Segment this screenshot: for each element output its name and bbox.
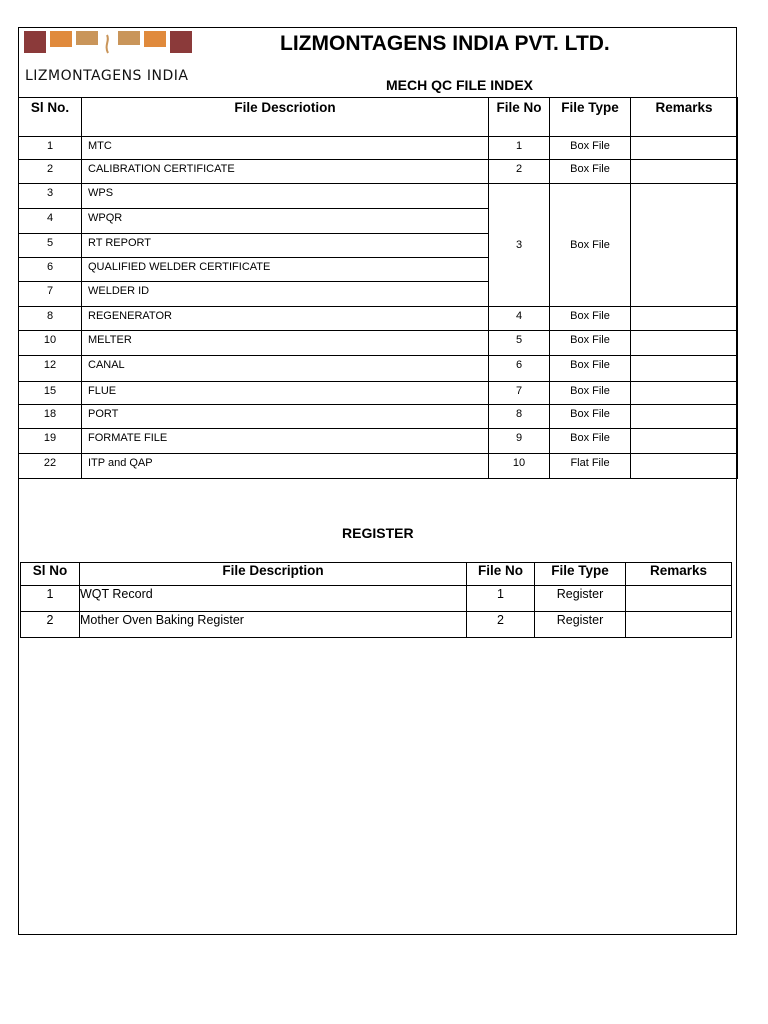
table-row bbox=[19, 405, 738, 429]
header-file-no: File No bbox=[467, 563, 535, 586]
cell-file-no: 1 bbox=[467, 586, 535, 612]
cell-remarks bbox=[631, 382, 738, 405]
cell-file-type: Box File bbox=[550, 307, 631, 331]
cell-file-description: CANAL bbox=[82, 356, 489, 382]
table-row bbox=[19, 454, 738, 479]
cell-file-description: CALIBRATION CERTIFICATE bbox=[82, 160, 489, 184]
table-row bbox=[19, 331, 738, 356]
cell-sl-no: 7 bbox=[19, 282, 82, 307]
logo-text: LIZMONTAGENS INDIA bbox=[25, 68, 189, 84]
cell-remarks bbox=[631, 331, 738, 356]
cell-file-description: FLUE bbox=[82, 382, 489, 405]
cell-sl-no: 2 bbox=[21, 612, 80, 638]
cell-remarks bbox=[631, 454, 738, 479]
cell-remarks bbox=[631, 429, 738, 454]
cell-file-no: 6 bbox=[489, 356, 550, 382]
cell-file-type: Box File bbox=[550, 331, 631, 356]
cell-sl-no: 5 bbox=[19, 234, 82, 258]
cell-remarks bbox=[631, 184, 738, 307]
index-title: MECH QC FILE INDEX bbox=[386, 77, 534, 93]
cell-file-type: Box File bbox=[550, 356, 631, 382]
cell-sl-no: 15 bbox=[19, 382, 82, 405]
table-row bbox=[19, 382, 738, 405]
cell-sl-no: 10 bbox=[19, 331, 82, 356]
cell-file-no: 3 bbox=[489, 184, 550, 307]
cell-sl-no: 19 bbox=[19, 429, 82, 454]
cell-sl-no: 1 bbox=[21, 586, 80, 612]
cell-file-no: 1 bbox=[489, 137, 550, 160]
table-row bbox=[21, 586, 732, 612]
table-row bbox=[19, 160, 738, 184]
cell-file-type: Box File bbox=[550, 137, 631, 160]
cell-remarks bbox=[626, 612, 732, 638]
cell-file-no: 4 bbox=[489, 307, 550, 331]
cell-file-description: RT REPORT bbox=[82, 234, 489, 258]
cell-file-no: 7 bbox=[489, 382, 550, 405]
cell-file-description: WPQR bbox=[82, 209, 489, 234]
cell-file-type: Box File bbox=[550, 160, 631, 184]
table-row bbox=[19, 429, 738, 454]
cell-sl-no: 8 bbox=[19, 307, 82, 331]
cell-file-description: FORMATE FILE bbox=[82, 429, 489, 454]
cell-sl-no: 18 bbox=[19, 405, 82, 429]
cell-sl-no: 1 bbox=[19, 137, 82, 160]
cell-remarks bbox=[631, 137, 738, 160]
table-row bbox=[19, 356, 738, 382]
cell-file-type: Box File bbox=[550, 184, 631, 307]
cell-file-no: 10 bbox=[489, 454, 550, 479]
cell-file-no: 5 bbox=[489, 331, 550, 356]
header-file-no: File No bbox=[489, 98, 550, 137]
register-title: REGISTER bbox=[342, 525, 414, 541]
header-sl-no: Sl No bbox=[21, 563, 80, 586]
cell-remarks bbox=[631, 307, 738, 331]
company-name: LIZMONTAGENS INDIA PVT. LTD. bbox=[280, 32, 610, 55]
register-table bbox=[20, 562, 732, 638]
cell-file-no: 2 bbox=[489, 160, 550, 184]
cell-file-description: WQT Record bbox=[80, 586, 467, 612]
cell-file-description: WELDER ID bbox=[82, 282, 489, 307]
table-row bbox=[19, 307, 738, 331]
table-header-row bbox=[21, 563, 732, 586]
table-row bbox=[19, 184, 738, 209]
cell-remarks bbox=[631, 160, 738, 184]
header-file-type: File Type bbox=[550, 98, 631, 137]
cell-file-description: WPS bbox=[82, 184, 489, 209]
cell-file-description: MTC bbox=[82, 137, 489, 160]
cell-file-description: MELTER bbox=[82, 331, 489, 356]
cell-file-description: QUALIFIED WELDER CERTIFICATE bbox=[82, 258, 489, 282]
company-logo bbox=[24, 31, 194, 87]
cell-sl-no: 2 bbox=[19, 160, 82, 184]
cell-file-no: 9 bbox=[489, 429, 550, 454]
table-row bbox=[21, 612, 732, 638]
table-header-row bbox=[19, 98, 738, 137]
header-remarks: Remarks bbox=[631, 98, 738, 137]
cell-remarks bbox=[626, 586, 732, 612]
cell-remarks bbox=[631, 356, 738, 382]
header-file-description: File Descriotion bbox=[82, 98, 489, 137]
cell-sl-no: 3 bbox=[19, 184, 82, 209]
cell-file-description: PORT bbox=[82, 405, 489, 429]
cell-file-type: Register bbox=[535, 586, 626, 612]
header-file-type: File Type bbox=[535, 563, 626, 586]
cell-sl-no: 4 bbox=[19, 209, 82, 234]
cell-file-no: 2 bbox=[467, 612, 535, 638]
cell-file-type: Box File bbox=[550, 405, 631, 429]
cell-remarks bbox=[631, 405, 738, 429]
cell-sl-no: 22 bbox=[19, 454, 82, 479]
header-sl-no: Sl No. bbox=[19, 98, 82, 137]
table-row bbox=[19, 137, 738, 160]
cell-file-description: Mother Oven Baking Register bbox=[80, 612, 467, 638]
cell-file-type: Flat File bbox=[550, 454, 631, 479]
qc-file-index-table bbox=[18, 97, 738, 479]
header-file-description: File Description bbox=[80, 563, 467, 586]
logo-bars-graphic bbox=[24, 31, 192, 55]
header-remarks: Remarks bbox=[626, 563, 732, 586]
cell-file-description: ITP and QAP bbox=[82, 454, 489, 479]
cell-sl-no: 12 bbox=[19, 356, 82, 382]
cell-file-type: Box File bbox=[550, 382, 631, 405]
cell-file-type: Register bbox=[535, 612, 626, 638]
cell-file-type: Box File bbox=[550, 429, 631, 454]
cell-file-no: 8 bbox=[489, 405, 550, 429]
cell-file-description: REGENERATOR bbox=[82, 307, 489, 331]
cell-sl-no: 6 bbox=[19, 258, 82, 282]
